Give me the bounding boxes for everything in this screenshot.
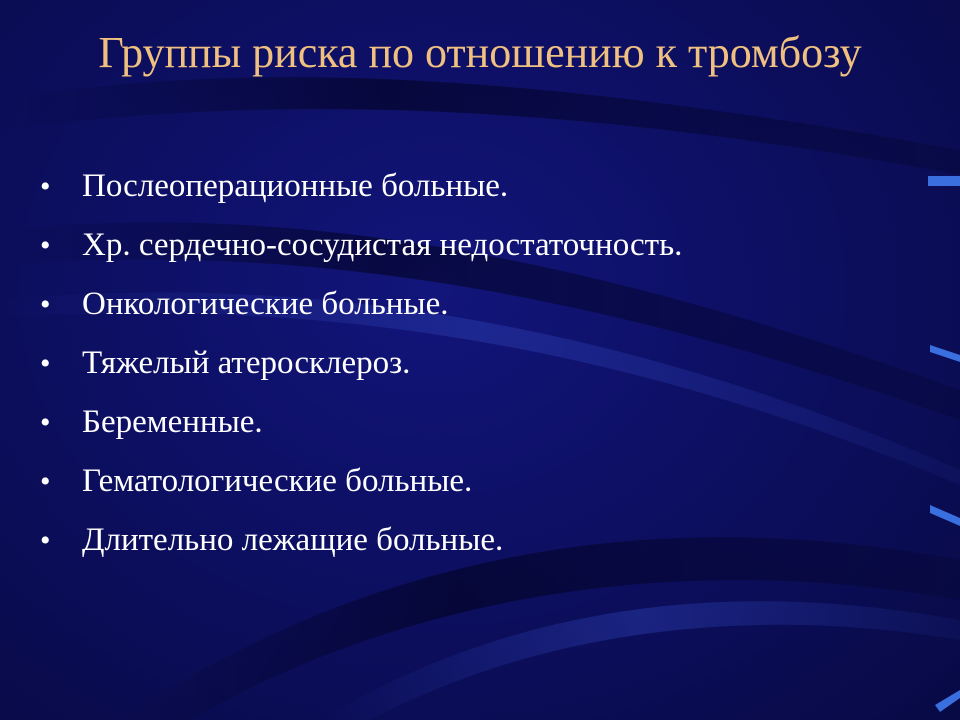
slide-title: Группы риска по отношению к тромбозу	[98, 28, 862, 77]
bullet-icon: •	[40, 170, 51, 203]
bullet-icon: •	[40, 524, 51, 557]
list-item-text: Послеоперационные больные.	[82, 168, 509, 204]
bullet-list	[40, 168, 920, 581]
edge-accent-1	[928, 176, 960, 186]
list-item	[40, 463, 920, 522]
list-item	[40, 286, 920, 345]
edge-accent-3	[930, 505, 960, 526]
list-item	[40, 168, 920, 227]
list-item-text: Гематологические больные.	[82, 463, 473, 499]
list-item-text: Хр. сердечно-сосудистая недостаточность.	[82, 227, 683, 263]
bullet-icon: •	[40, 465, 51, 498]
bullet-icon: •	[40, 406, 51, 439]
list-item-text: Тяжелый атеросклероз.	[82, 345, 411, 381]
bullet-icon: •	[40, 229, 51, 262]
swoosh-dark-top	[0, 77, 960, 175]
list-item-text: Беременные.	[82, 404, 263, 440]
list-item-text: Онкологические больные.	[82, 286, 449, 322]
bullet-icon: •	[40, 288, 51, 321]
edge-accent-4	[935, 690, 960, 712]
list-item	[40, 345, 920, 404]
edge-accent-2	[930, 345, 960, 362]
list-item-text: Длительно лежащие больные.	[82, 522, 504, 558]
bullet-icon: •	[40, 347, 51, 380]
list-item	[40, 404, 920, 463]
list-item	[40, 227, 920, 286]
list-item	[40, 522, 920, 581]
